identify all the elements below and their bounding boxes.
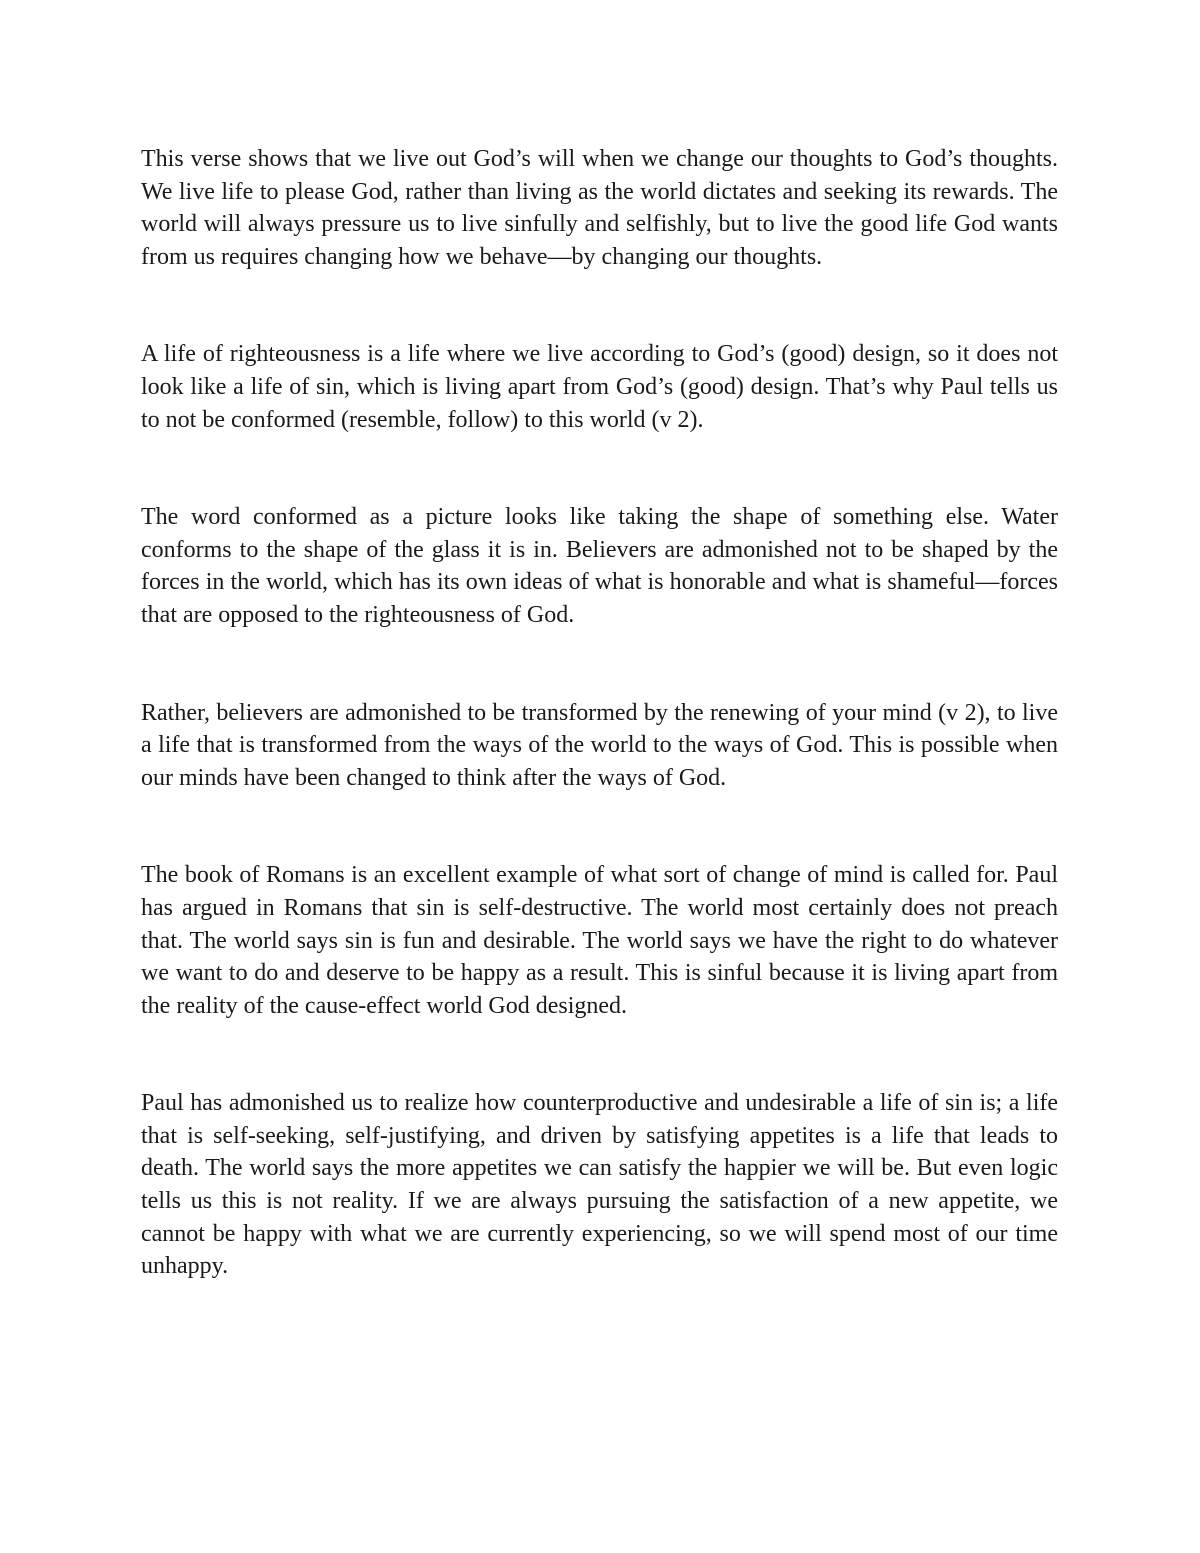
paragraph-2: A life of righteousness is a life where we live according to God’s (good) design, so it does not look like a life of sin, which is living apart from God’s (good) design. That’s why Paul tells us to not be conformed (resemble, follow) to this world (v 2).	[141, 341, 1058, 433]
body-text	[141, 143, 1058, 1348]
paragraph-3: The word conformed as a picture looks like taking the shape of something else. Water conforms to the shape of the glass it is in. Believers are admonished not to be shaped by the forces in the world, which has its own ideas of what is honorable and what is shameful—forces that are opposed to the righteousness of God.	[141, 504, 1058, 628]
paragraph-4: Rather, believers are admonished to be transformed by the renewing of your mind (v 2), to live a life that is transformed from the ways of the world to the ways of God. This is possible when our minds have been changed to think after the ways of God.	[141, 699, 1058, 791]
paragraph-5: The book of Romans is an excellent example of what sort of change of mind is called for. Paul has argued in Romans that sin is self-destructive. The world most certainly does not preach that. The world says sin is fun and desirable. The world says we have the right to do whatever we want to do and deserve to be happy as a result. This is sinful because it is living apart from the reality of the cause-effect world God designed.	[141, 862, 1058, 1019]
paragraph-6: Paul has admonished us to realize how counterproductive and undesirable a life of sin is; a life that is self-seeking, self-justifying, and driven by satisfying appetites is a life that leads to death. The world says the more appetites we can satisfy the happier we will be. But even logic tells us this is not reality. If we are always pursuing the satisfaction of a new appetite, we cannot be happy with what we are currently experiencing, so we will spend most of our time unhappy.	[141, 1090, 1058, 1280]
paragraph-1: This verse shows that we live out God’s will when we change our thoughts to God’s thoughts. We live life to please God, rather than living as the world dictates and seeking its rewards. The world will always pressure us to live sinfully and selfishly, but to live the good life God wants from us requires changing how we behave—by changing our thoughts.	[141, 146, 1058, 270]
